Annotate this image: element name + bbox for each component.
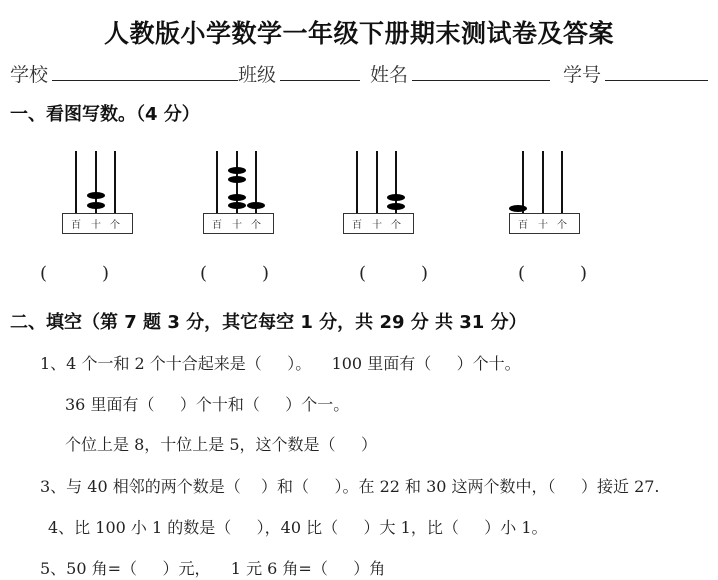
bead-icon xyxy=(387,194,405,201)
name-field[interactable] xyxy=(412,80,550,81)
section2-heading: 二、填空（第 7 题 3 分，其它每空 1 分，共 29 分 共 31 分） xyxy=(10,312,527,333)
rod-ones xyxy=(114,151,116,213)
place-hundreds: 百 xyxy=(212,220,222,231)
bead-icon xyxy=(228,194,246,201)
place-ones: 个 xyxy=(557,220,567,231)
place-hundreds: 百 xyxy=(518,220,528,231)
place-tens: 十 xyxy=(232,220,242,231)
student-id-label: 学号 xyxy=(563,64,602,86)
abacus-3 xyxy=(343,151,433,251)
bead-icon xyxy=(228,167,246,174)
class-field[interactable] xyxy=(280,80,360,81)
place-ones: 个 xyxy=(110,220,120,231)
rod-tens xyxy=(376,151,378,213)
student-id-field[interactable] xyxy=(605,80,708,81)
bead-icon xyxy=(228,176,246,183)
question-1: 1、4 个一和 2 个十合起来是（ ）。 100 里面有（ ）个十。 xyxy=(40,354,521,373)
page-title: 人教版小学数学一年级下册期末测试卷及答案 xyxy=(103,19,614,48)
rod-hundreds xyxy=(522,151,524,213)
abacus-2 xyxy=(203,151,293,251)
rod-ones xyxy=(561,151,563,213)
place-hundreds: 百 xyxy=(71,220,81,231)
rod-hundreds xyxy=(356,151,358,213)
question-5: 5、50 角=（ ）元， 1 元 6 角=（ ）角 xyxy=(40,559,386,578)
abacus-1 xyxy=(62,151,152,251)
section1-heading: 一、看图写数。（4 分） xyxy=(10,104,200,125)
place-ones: 个 xyxy=(251,220,261,231)
rod-hundreds xyxy=(75,151,77,213)
rod-hundreds xyxy=(216,151,218,213)
rod-tens xyxy=(542,151,544,213)
place-ones: 个 xyxy=(391,220,401,231)
place-tens: 十 xyxy=(91,220,101,231)
bead-icon xyxy=(87,202,105,209)
name-label: 姓名 xyxy=(370,64,409,86)
place-tens: 十 xyxy=(372,220,382,231)
abacus-4 xyxy=(509,151,599,251)
question-4: 4、比 100 小 1 的数是（ ），40 比（ ）大 1，比（ ）小 1。 xyxy=(48,518,548,537)
school-field[interactable] xyxy=(52,80,238,81)
school-label: 学校 xyxy=(10,64,49,86)
bead-icon xyxy=(387,203,405,210)
place-hundreds: 百 xyxy=(352,220,362,231)
class-label: 班级 xyxy=(238,64,277,86)
question-1b: 36 里面有（ ）个十和（ ）个一。 xyxy=(65,395,350,414)
student-info-row xyxy=(10,60,710,86)
question-3: 3、与 40 相邻的两个数是（ ）和（ ）。在 22 和 30 这两个数中，（ ）接近 27. xyxy=(40,477,660,496)
bead-icon xyxy=(509,205,527,212)
bead-icon xyxy=(87,192,105,199)
bead-icon xyxy=(247,202,265,209)
place-tens: 十 xyxy=(538,220,548,231)
question-2: 个位上是 8，十位上是 5，这个数是（ ） xyxy=(65,435,377,454)
bead-icon xyxy=(228,202,246,209)
